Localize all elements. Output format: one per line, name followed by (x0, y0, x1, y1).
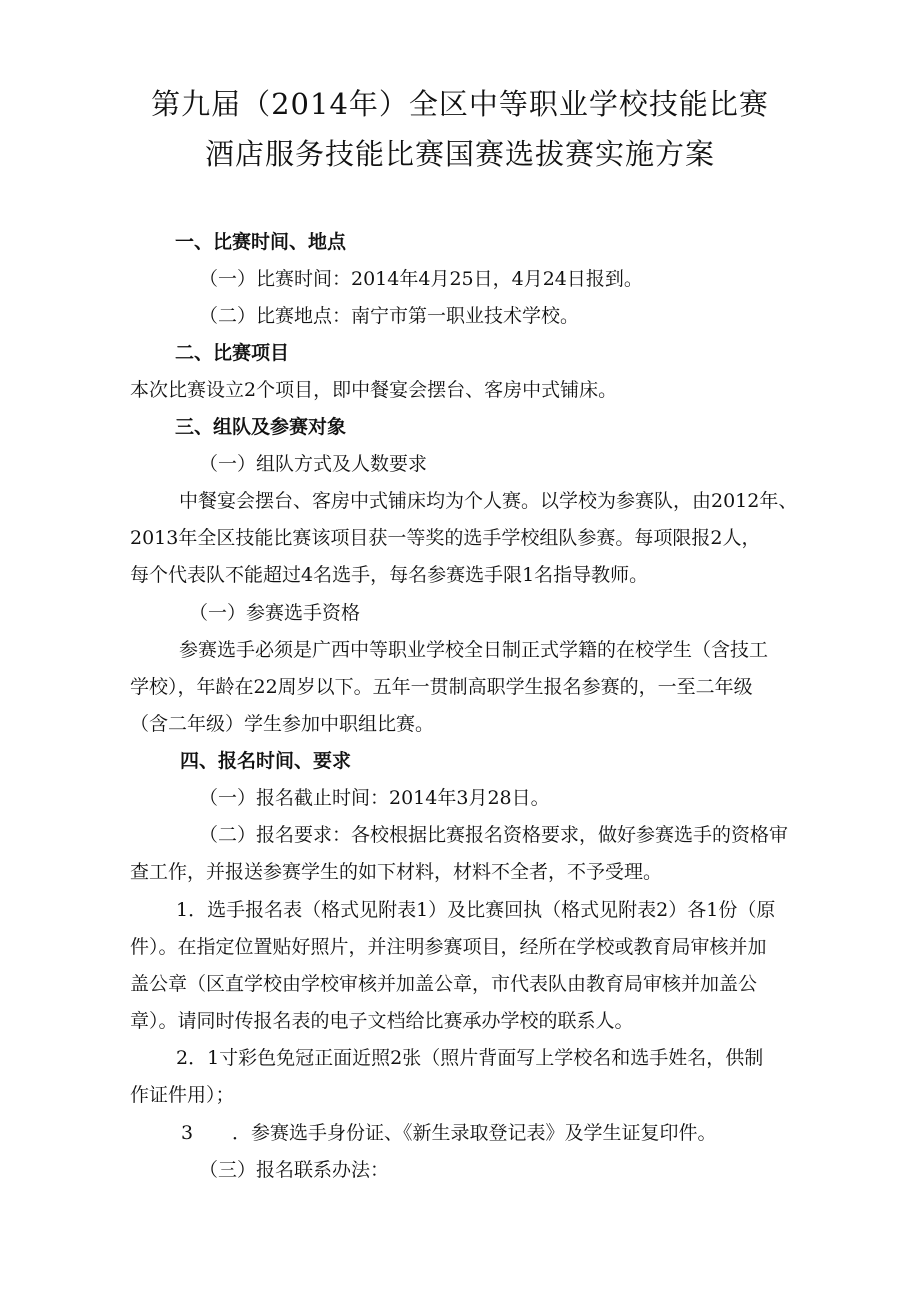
section-heading-events: 二、比赛项目 (175, 342, 290, 364)
paragraph-line: 2．1寸彩色免冠正面近照2张（照片背面写上学校名和选手姓名，供制 (176, 1047, 764, 1069)
paragraph-line: 1．选手报名表（格式见附表1）及比赛回执（格式见附表2）各1份（原 (176, 899, 776, 921)
paragraph-line: 章）。请同时传报名表的电子文档给比赛承办学校的联系人。 (130, 1010, 634, 1032)
paragraph-line: 2013年全区技能比赛该项目获一等奖的选手学校组队参赛。每项限报2人， (130, 527, 761, 549)
paragraph-line: 每个代表队不能超过4名选手，每名参赛选手限1名指导教师。 (130, 564, 649, 586)
paragraph-line: 盖公章（区直学校由学校审核并加盖公章，市代表队由教育局审核并加盖公 (130, 973, 758, 995)
paragraph-line: 查工作，并报送参赛学生的如下材料，材料不全者，不予受理。 (130, 861, 663, 883)
section-heading-time-place: 一、比赛时间、地点 (175, 231, 347, 253)
paragraph-line: （一）比赛时间：2014年4月25日，4月24日报到。 (199, 268, 643, 290)
paragraph-line: （一）参赛选手资格 (189, 602, 361, 624)
section-heading-teams: 三、组队及参赛对象 (175, 416, 347, 438)
paragraph-line: 学校），年龄在22周岁以下。五年一贯制高职学生报名参赛的，一至二年级 (130, 676, 753, 698)
section-heading-registration: 四、报名时间、要求 (180, 750, 352, 772)
paragraph-line: （二）报名要求：各校根据比赛报名资格要求，做好参赛选手的资格审 (199, 824, 789, 846)
document-title-line-1: 第九届（2014年）全区中等职业学校技能比赛 (151, 87, 769, 121)
paragraph-line: （含二年级）学生参加中职组比赛。 (130, 713, 435, 735)
paragraph-line: 件）。在指定位置贴好照片，并注明参赛项目，经所在学校或教育局审核并加 (130, 936, 767, 958)
paragraph-line: （一）组队方式及人数要求 (199, 453, 428, 475)
document-title-line-2: 酒店服务技能比赛国赛选拔赛实施方案 (204, 137, 715, 171)
paragraph-line: 中餐宴会摆台、客房中式铺床均为个人赛。以学校为参赛队，由2012年、 (179, 490, 798, 512)
paragraph-line: （三）报名联系办法： (199, 1159, 390, 1181)
paragraph-line: 本次比赛设立2个项目，即中餐宴会摆台、客房中式铺床。 (130, 379, 618, 401)
paragraph-line: ．参赛选手身份证、《新生录取登记表》及学生证复印件。 (232, 1122, 717, 1144)
paragraph-line: （一）报名截止时间：2014年3月28日。 (199, 787, 550, 809)
paragraph-line: 作证件用）； (130, 1084, 235, 1106)
list-number: 3 (181, 1122, 194, 1144)
paragraph-line: 参赛选手必须是广西中等职业学校全日制正式学籍的在校学生（含技工 (179, 639, 769, 661)
paragraph-line: （二）比赛地点：南宁市第一职业技术学校。 (199, 305, 580, 327)
